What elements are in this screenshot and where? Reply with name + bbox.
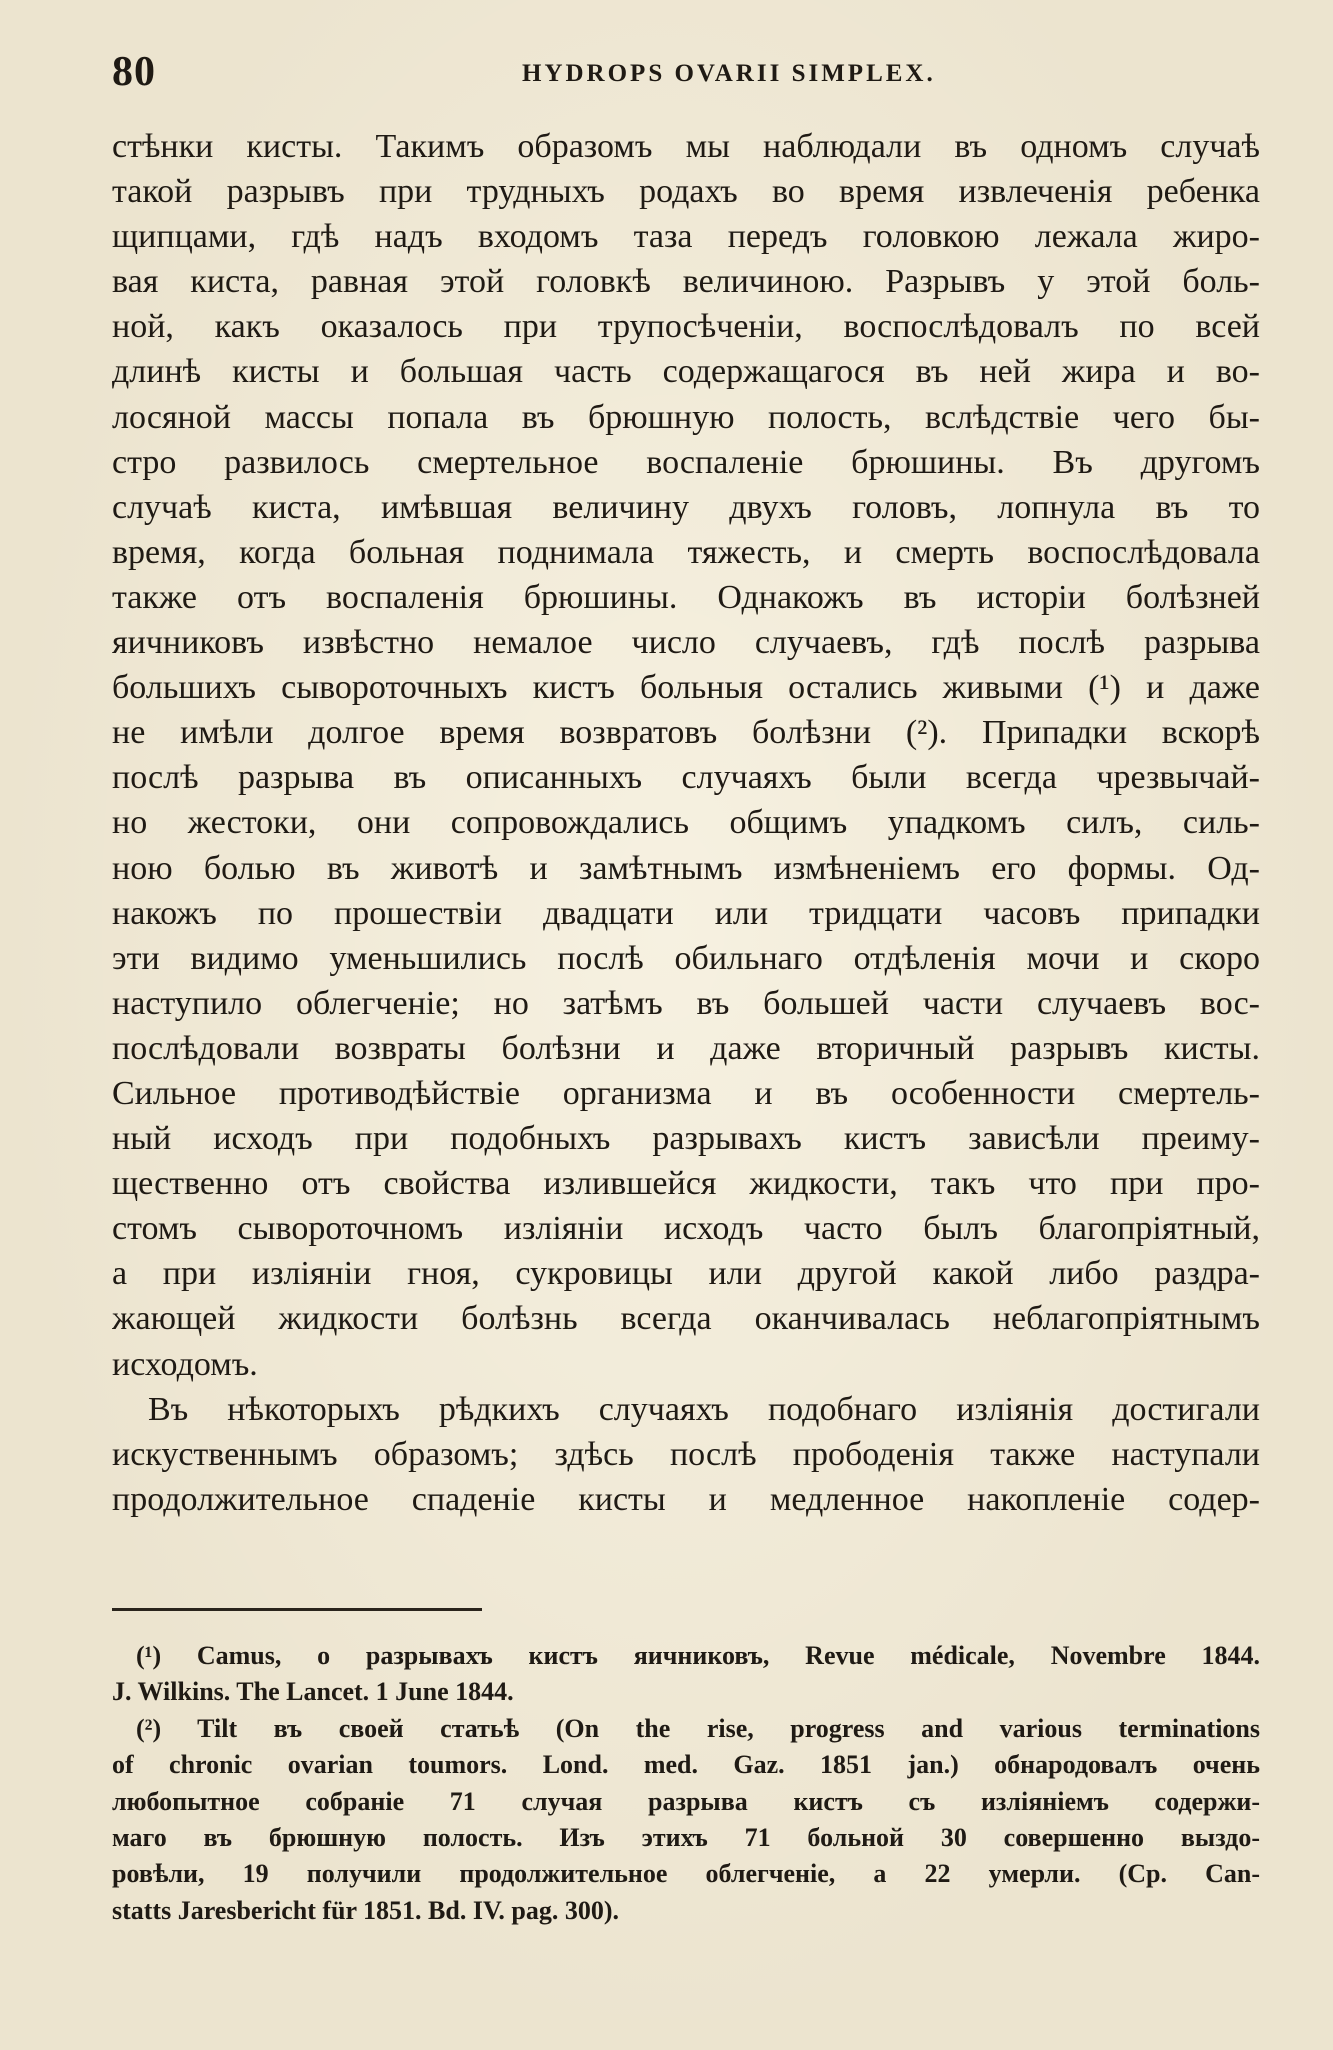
text-line: послѣдовали возвраты болѣзни и даже вторичный разрывъ кисты.: [112, 1029, 1260, 1067]
text-line: щипцами, гдѣ надъ входомъ таза передъ головкою лежала жиро-: [112, 218, 1260, 256]
text-line: такой разрывъ при трудныхъ родахъ во время извлеченія ребенка: [112, 173, 1260, 211]
text-line: не имѣли долгое время возвратовъ болѣзни (²). Припадки вскорѣ: [112, 714, 1260, 752]
text-line: время, когда больная поднимала тяжесть, и смерть воспослѣдовала: [112, 533, 1260, 571]
text-line: Сильное противодѣйствіе организма и въ особенности смертель-: [112, 1074, 1260, 1112]
text-line: случаѣ киста, имѣвшая величину двухъ головъ, лопнула въ то: [112, 488, 1260, 526]
footnote-line: (²) Tilt въ своей статьѣ (On the rise, progress and various terminations: [136, 1713, 1260, 1743]
running-header: [112, 42, 1262, 102]
footnote-line: маго въ брюшную полость. Изъ этихъ 71 больной 30 совершенно выздо-: [112, 1822, 1260, 1852]
text-line: стро развилось смертельное воспаленіе брюшины. Въ другомъ: [112, 443, 1260, 481]
text-line: большихъ сывороточныхъ кистъ больныя остались живыми (¹) и даже: [112, 669, 1260, 707]
text-line: а при изліяніи гноя, сукровицы или другой какой либо раздра-: [112, 1255, 1260, 1293]
text-line: эти видимо уменьшились послѣ обильнаго отдѣленія мочи и скоро: [112, 939, 1260, 977]
text-line: исходомъ.: [112, 1345, 258, 1383]
text-line: щественно отъ свойства излившейся жидкости, такъ что при про-: [112, 1165, 1260, 1203]
footnote-line: of chronic ovarian toumors. Lond. med. Gaz. 1851 jan.) обнародовалъ очень: [112, 1750, 1260, 1780]
footnote-separator: [112, 1608, 482, 1611]
text-line: стомъ сывороточномъ изліяніи исходъ часто былъ благопріятный,: [112, 1210, 1260, 1248]
footnote-line: statts Jaresbericht für 1851. Bd. IV. pag. 300).: [112, 1895, 620, 1925]
text-line: искуственнымъ образомъ; здѣсь послѣ прободенія также наступали: [112, 1435, 1260, 1473]
running-title: HYDROPS OVARII SIMPLEX.: [522, 60, 936, 87]
text-line: также отъ воспаленія брюшины. Однакожъ въ исторіи болѣзней: [112, 578, 1260, 616]
text-line: ной, какъ оказалось при трупосѣченіи, воспослѣдовалъ по всей: [112, 308, 1260, 346]
text-line: яичниковъ извѣстно немалое число случаевъ, гдѣ послѣ разрыва: [112, 624, 1260, 662]
text-line: но жестоки, они сопровождались общимъ упадкомъ силъ, силь-: [112, 804, 1260, 842]
text-line: наступило облегченіе; но затѣмъ въ большей части случаевъ вос-: [112, 984, 1260, 1022]
text-line: продолжительное спаденіе кисты и медленное накопленіе содер-: [112, 1480, 1260, 1518]
text-line: длинѣ кисты и большая часть содержащагося въ ней жира и во-: [112, 353, 1260, 391]
footnote-line: J. Wilkins. The Lancet. 1 June 1844.: [112, 1677, 514, 1707]
footnote-line: ровѣли, 19 получили продолжительное облегченіе, а 22 умерли. (Ср. Can-: [112, 1859, 1260, 1889]
footnotes: [112, 1638, 1260, 1929]
text-line: накожъ по прошествіи двадцати или тридцати часовъ припадки: [112, 894, 1260, 932]
text-line: ный исходъ при подобныхъ разрывахъ кистъ зависѣли преиму-: [112, 1120, 1260, 1158]
page-number: 80: [112, 49, 156, 95]
footnote-line: (¹) Camus, о разрывахъ кистъ яичниковъ, Revue médicale, Novembre 1844.: [136, 1641, 1260, 1670]
text-line: Въ нѣкоторыхъ рѣдкихъ случаяхъ подобнаго изліянія достигали: [148, 1390, 1260, 1428]
text-line: послѣ разрыва въ описанныхъ случаяхъ были всегда чрезвычай-: [112, 759, 1260, 797]
text-line: лосяной массы попала въ брюшную полость, вслѣдствіе чего бы-: [112, 398, 1260, 436]
main-text: [112, 124, 1260, 1522]
text-line: жающей жидкости болѣзнь всегда оканчивалась неблагопріятнымъ: [112, 1300, 1260, 1338]
text-line: вая киста, равная этой головкѣ величиною. Разрывъ у этой боль-: [112, 263, 1260, 301]
text-line: ною болью въ животѣ и замѣтнымъ измѣненіемъ его формы. Од-: [112, 849, 1260, 887]
footnote-line: любопытное собраніе 71 случая разрыва кистъ съ изліяніемъ содержи-: [112, 1786, 1260, 1816]
text-line: стѣнки кисты. Такимъ образомъ мы наблюдали въ одномъ случаѣ: [112, 128, 1260, 165]
